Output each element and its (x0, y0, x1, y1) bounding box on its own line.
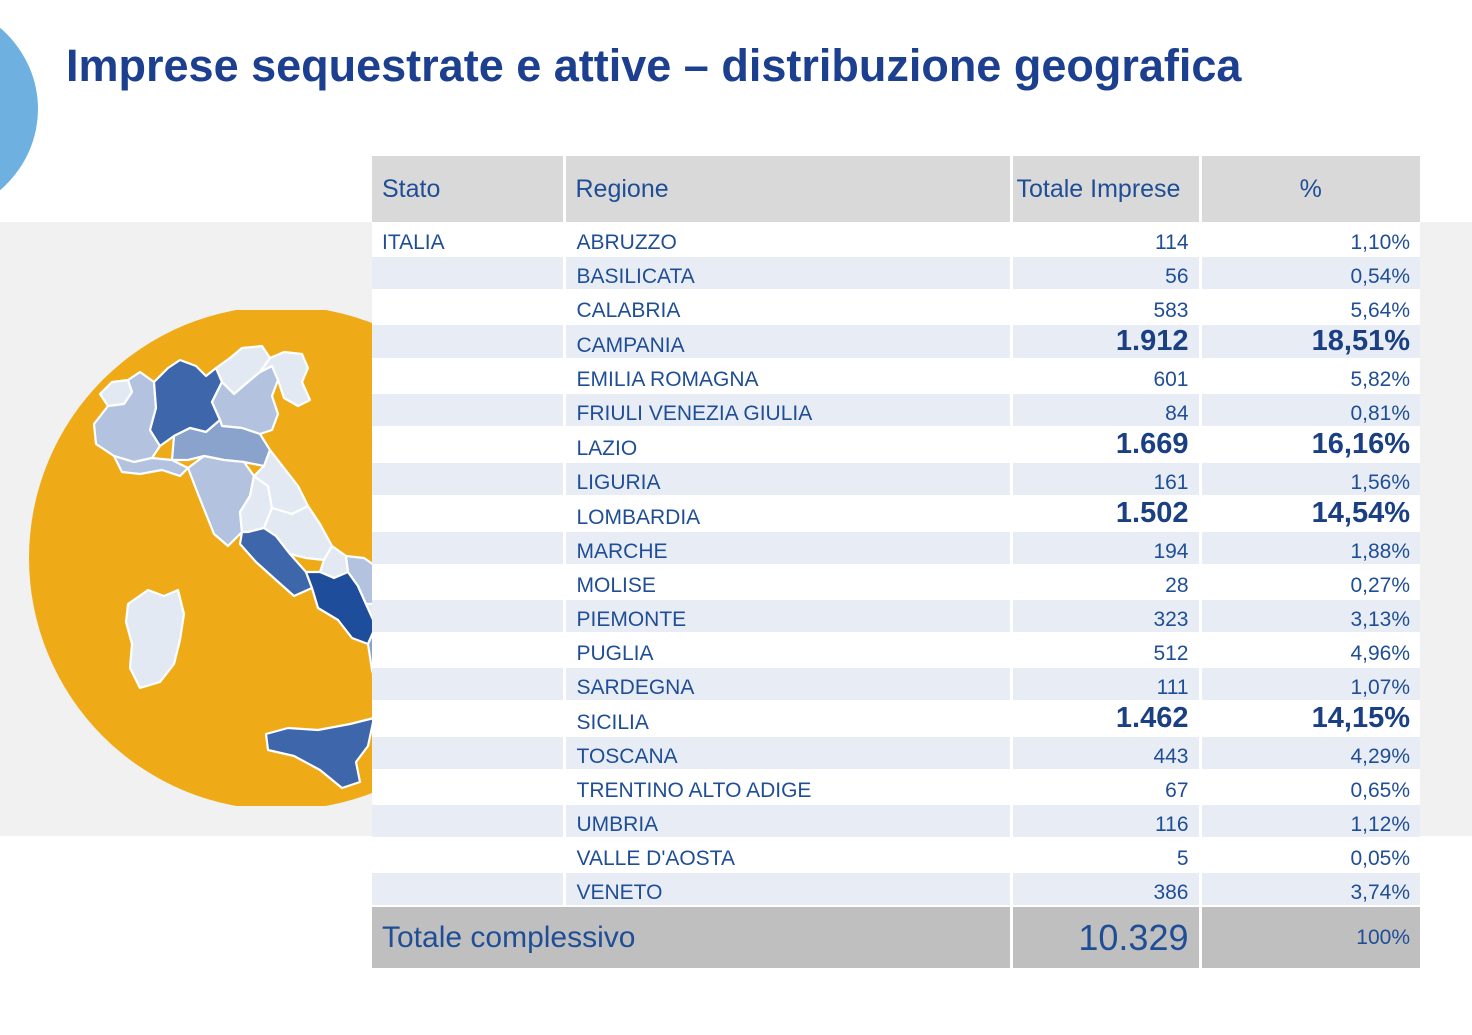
cell-stato (372, 872, 564, 906)
cell-totale: 1.462 (1011, 701, 1200, 736)
cell-totale: 443 (1011, 736, 1200, 770)
cell-totale: 114 (1011, 222, 1200, 256)
cell-percent: 1,56% (1200, 462, 1420, 496)
cell-stato (372, 565, 564, 599)
cell-stato: ITALIA (372, 222, 564, 256)
cell-percent: 14,15% (1200, 701, 1420, 736)
cell-totale: 5 (1011, 838, 1200, 872)
cell-totale: 56 (1011, 256, 1200, 290)
total-row (372, 906, 1420, 968)
cell-stato (372, 496, 564, 531)
cell-totale: 583 (1011, 290, 1200, 324)
cell-regione: BASILICATA (564, 256, 1011, 290)
cell-totale: 323 (1011, 599, 1200, 633)
cell-regione: MOLISE (564, 565, 1011, 599)
cell-stato (372, 633, 564, 667)
cell-regione: ABRUZZO (564, 222, 1011, 256)
cell-percent: 0,54% (1200, 256, 1420, 290)
total-percent: 100% (1200, 906, 1420, 968)
table-row (372, 427, 1420, 462)
cell-regione: LOMBARDIA (564, 496, 1011, 531)
cell-percent: 0,27% (1200, 565, 1420, 599)
cell-regione: VALLE D'AOSTA (564, 838, 1011, 872)
cell-regione: PUGLIA (564, 633, 1011, 667)
table-row (372, 290, 1420, 324)
regions-table (372, 156, 1420, 968)
total-imprese: 10.329 (1011, 906, 1200, 968)
table-row (372, 633, 1420, 667)
cell-percent: 0,81% (1200, 393, 1420, 427)
cell-regione: PIEMONTE (564, 599, 1011, 633)
cell-percent: 4,96% (1200, 633, 1420, 667)
cell-totale: 194 (1011, 531, 1200, 565)
header-regione: Regione (564, 156, 1011, 222)
cell-totale: 67 (1011, 770, 1200, 804)
table-row (372, 496, 1420, 531)
cell-percent: 5,64% (1200, 290, 1420, 324)
cell-stato (372, 736, 564, 770)
cell-stato (372, 393, 564, 427)
cell-stato (372, 462, 564, 496)
cell-stato (372, 838, 564, 872)
cell-stato (372, 770, 564, 804)
table-row (372, 770, 1420, 804)
cell-regione: FRIULI VENEZIA GIULIA (564, 393, 1011, 427)
cell-stato (372, 427, 564, 462)
total-label: Totale complessivo (372, 906, 1011, 968)
table-row (372, 736, 1420, 770)
table-row (372, 324, 1420, 359)
cell-totale: 84 (1011, 393, 1200, 427)
cell-totale: 116 (1011, 804, 1200, 838)
decorative-corner-circle (0, 0, 38, 218)
cell-stato (372, 256, 564, 290)
cell-regione: LIGURIA (564, 462, 1011, 496)
cell-percent: 3,13% (1200, 599, 1420, 633)
cell-totale: 1.502 (1011, 496, 1200, 531)
cell-stato (372, 359, 564, 393)
cell-regione: CALABRIA (564, 290, 1011, 324)
cell-regione: EMILIA ROMAGNA (564, 359, 1011, 393)
cell-regione: SARDEGNA (564, 667, 1011, 701)
cell-percent: 1,10% (1350, 231, 1410, 254)
cell-percent: 3,74% (1200, 872, 1420, 906)
table-row (372, 222, 1420, 256)
table-row (372, 872, 1420, 906)
cell-stato (372, 290, 564, 324)
cell-totale: 111 (1011, 667, 1200, 701)
page-title: Imprese sequestrate e attive – distribuzione geografica (66, 40, 1242, 91)
cell-regione: LAZIO (564, 427, 1011, 462)
cell-totale: 1.912 (1011, 324, 1200, 359)
cell-percent: 1,07% (1200, 667, 1420, 701)
table-row (372, 359, 1420, 393)
cell-percent: 1,88% (1200, 531, 1420, 565)
cell-regione: TOSCANA (564, 736, 1011, 770)
cell-regione: CAMPANIA (564, 324, 1011, 359)
cell-regione: MARCHE (564, 531, 1011, 565)
cell-percent: 0,65% (1200, 770, 1420, 804)
cell-percent: 14,54% (1200, 496, 1420, 531)
cell-regione: TRENTINO ALTO ADIGE (564, 770, 1011, 804)
cell-totale: 28 (1011, 565, 1200, 599)
table-row (372, 667, 1420, 701)
cell-percent: 4,29% (1200, 736, 1420, 770)
cell-stato (372, 599, 564, 633)
table-header-row (372, 156, 1420, 222)
cell-stato (372, 667, 564, 701)
cell-stato (372, 531, 564, 565)
cell-totale: 161 (1011, 462, 1200, 496)
table-row (372, 838, 1420, 872)
header-percent: % (1299, 174, 1322, 203)
cell-stato (372, 324, 564, 359)
cell-regione: SICILIA (564, 701, 1011, 736)
cell-percent: 1,12% (1200, 804, 1420, 838)
cell-percent: 5,82% (1200, 359, 1420, 393)
cell-totale: 512 (1011, 633, 1200, 667)
cell-regione: VENETO (564, 872, 1011, 906)
cell-stato (372, 701, 564, 736)
table-row (372, 701, 1420, 736)
cell-totale: 601 (1011, 359, 1200, 393)
cell-totale: 1.669 (1011, 427, 1200, 462)
header-totale-imprese: Totale Imprese (1011, 156, 1200, 222)
cell-stato (372, 804, 564, 838)
table-row (372, 393, 1420, 427)
cell-percent: 18,51% (1200, 324, 1420, 359)
table-row (372, 599, 1420, 633)
table-row (372, 462, 1420, 496)
cell-regione: UMBRIA (564, 804, 1011, 838)
cell-percent: 0,05% (1200, 838, 1420, 872)
header-stato: Stato (372, 156, 564, 222)
table-row (372, 531, 1420, 565)
cell-totale: 386 (1011, 872, 1200, 906)
table-row (372, 565, 1420, 599)
cell-percent: 16,16% (1200, 427, 1420, 462)
table-row (372, 256, 1420, 290)
table-row (372, 804, 1420, 838)
